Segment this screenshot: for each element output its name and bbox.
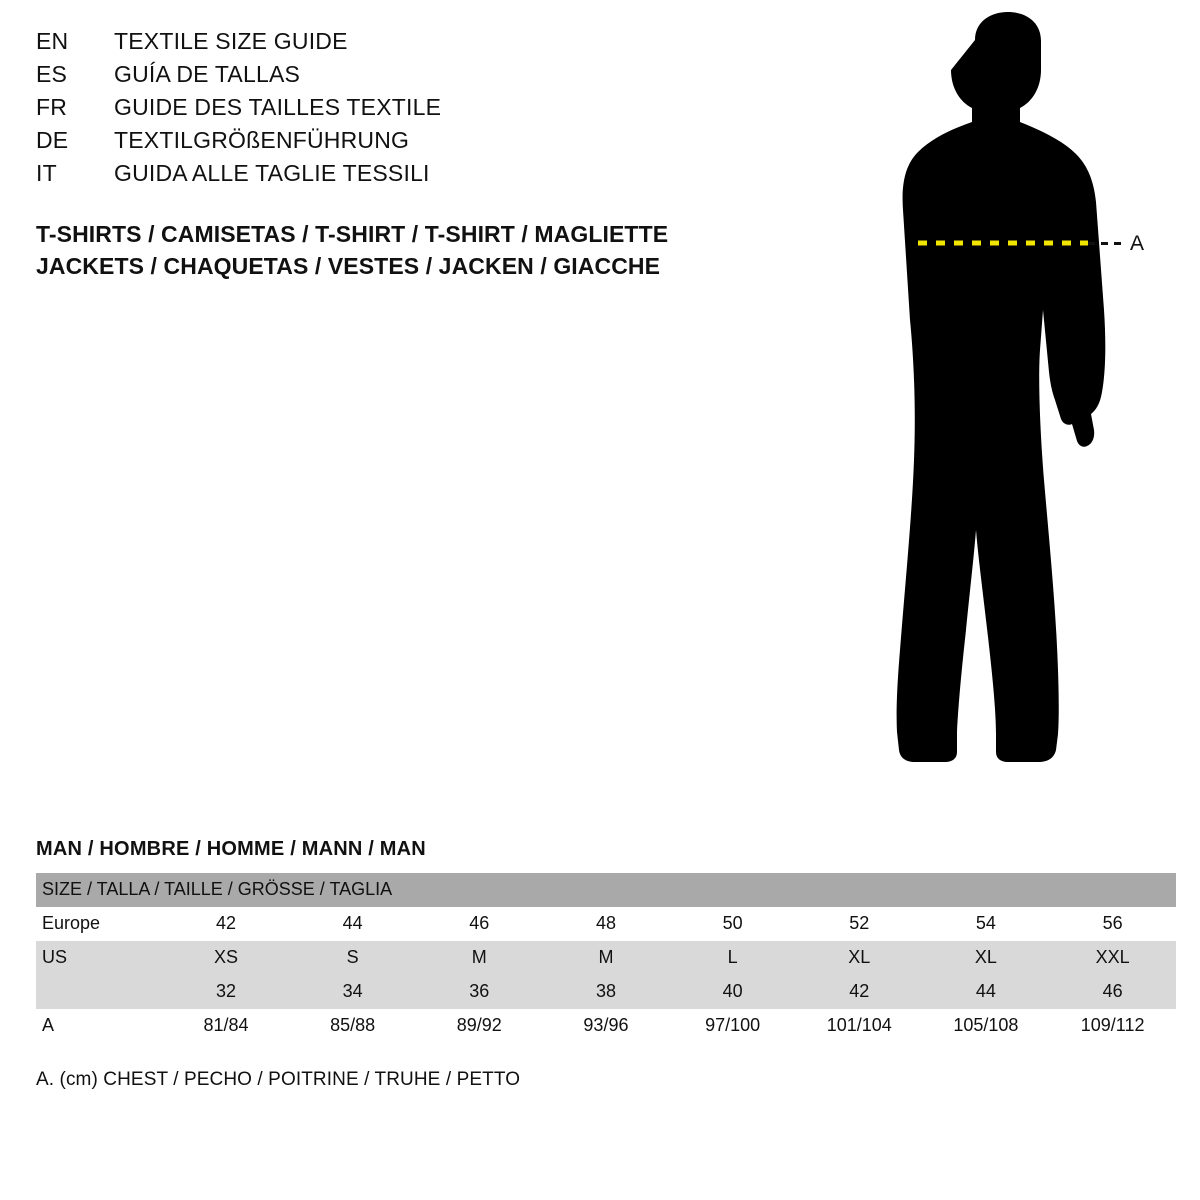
language-row [36,28,756,61]
table-header-label: SIZE / TALLA / TAILLE / GRÖSSE / TAGLIA [36,873,1176,907]
language-row [36,127,756,160]
garment-category-block [36,218,796,282]
size-table-section [36,838,1176,1091]
language-code: DE [36,127,69,153]
cell: 32 [163,975,290,1009]
cell: 54 [923,907,1050,941]
cell: 97/100 [669,1009,796,1043]
cell: 52 [796,907,923,941]
body-figure [800,10,1190,800]
row-label [36,975,163,1009]
cell: S [289,941,416,975]
cell: 109/112 [1049,1009,1176,1043]
cell: 50 [669,907,796,941]
language-title: GUIDE DES TAILLES TEXTILE [114,94,442,120]
chest-measure-line-icon [800,10,1190,800]
cell: 89/92 [416,1009,543,1043]
language-code: EN [36,28,69,54]
language-code: FR [36,94,68,120]
cell: 44 [289,907,416,941]
cell: 36 [416,975,543,1009]
language-header-block [36,28,756,193]
language-title: GUÍA DE TALLAS [114,61,301,87]
cell: 56 [1049,907,1176,941]
table-row [36,975,1176,1009]
table-row [36,1009,1176,1043]
table-footnote: A. (cm) CHEST / PECHO / POITRINE / TRUHE / PETTO [36,1069,521,1090]
table-row [36,907,1176,941]
cell: 101/104 [796,1009,923,1043]
cell: 81/84 [163,1009,290,1043]
cell: M [543,941,670,975]
category-tshirts: T-SHIRTS / CAMISETAS / T-SHIRT / T-SHIRT / MAGLIETTE [36,221,669,247]
cell: 34 [289,975,416,1009]
cell: M [416,941,543,975]
row-label: Europe [36,907,163,941]
language-row [36,160,756,193]
language-row [36,61,756,94]
cell: 42 [796,975,923,1009]
cell: XL [796,941,923,975]
language-code: ES [36,61,68,87]
cell: L [669,941,796,975]
language-code: IT [36,160,57,186]
table-row [36,941,1176,975]
measure-label-a: A [1130,232,1145,255]
cell: 40 [669,975,796,1009]
language-title: TEXTILGRÖßENFÜHRUNG [114,127,410,153]
language-title: GUIDA ALLE TAGLIE TESSILI [114,160,430,186]
size-table [36,873,1176,1043]
table-header-row [36,873,1176,907]
row-label: US [36,941,163,975]
row-label: A [36,1009,163,1043]
cell: 38 [543,975,670,1009]
cell: 46 [416,907,543,941]
cell: XS [163,941,290,975]
table-section-title: MAN / HOMBRE / HOMME / MANN / MAN [36,838,426,860]
cell: 44 [923,975,1050,1009]
cell: 42 [163,907,290,941]
cell: XXL [1049,941,1176,975]
language-row [36,94,756,127]
cell: 46 [1049,975,1176,1009]
language-title: TEXTILE SIZE GUIDE [114,28,348,54]
cell: 105/108 [923,1009,1050,1043]
cell: 85/88 [289,1009,416,1043]
category-jackets: JACKETS / CHAQUETAS / VESTES / JACKEN / GIACCHE [36,253,661,279]
cell: 48 [543,907,670,941]
cell: 93/96 [543,1009,670,1043]
cell: XL [923,941,1050,975]
